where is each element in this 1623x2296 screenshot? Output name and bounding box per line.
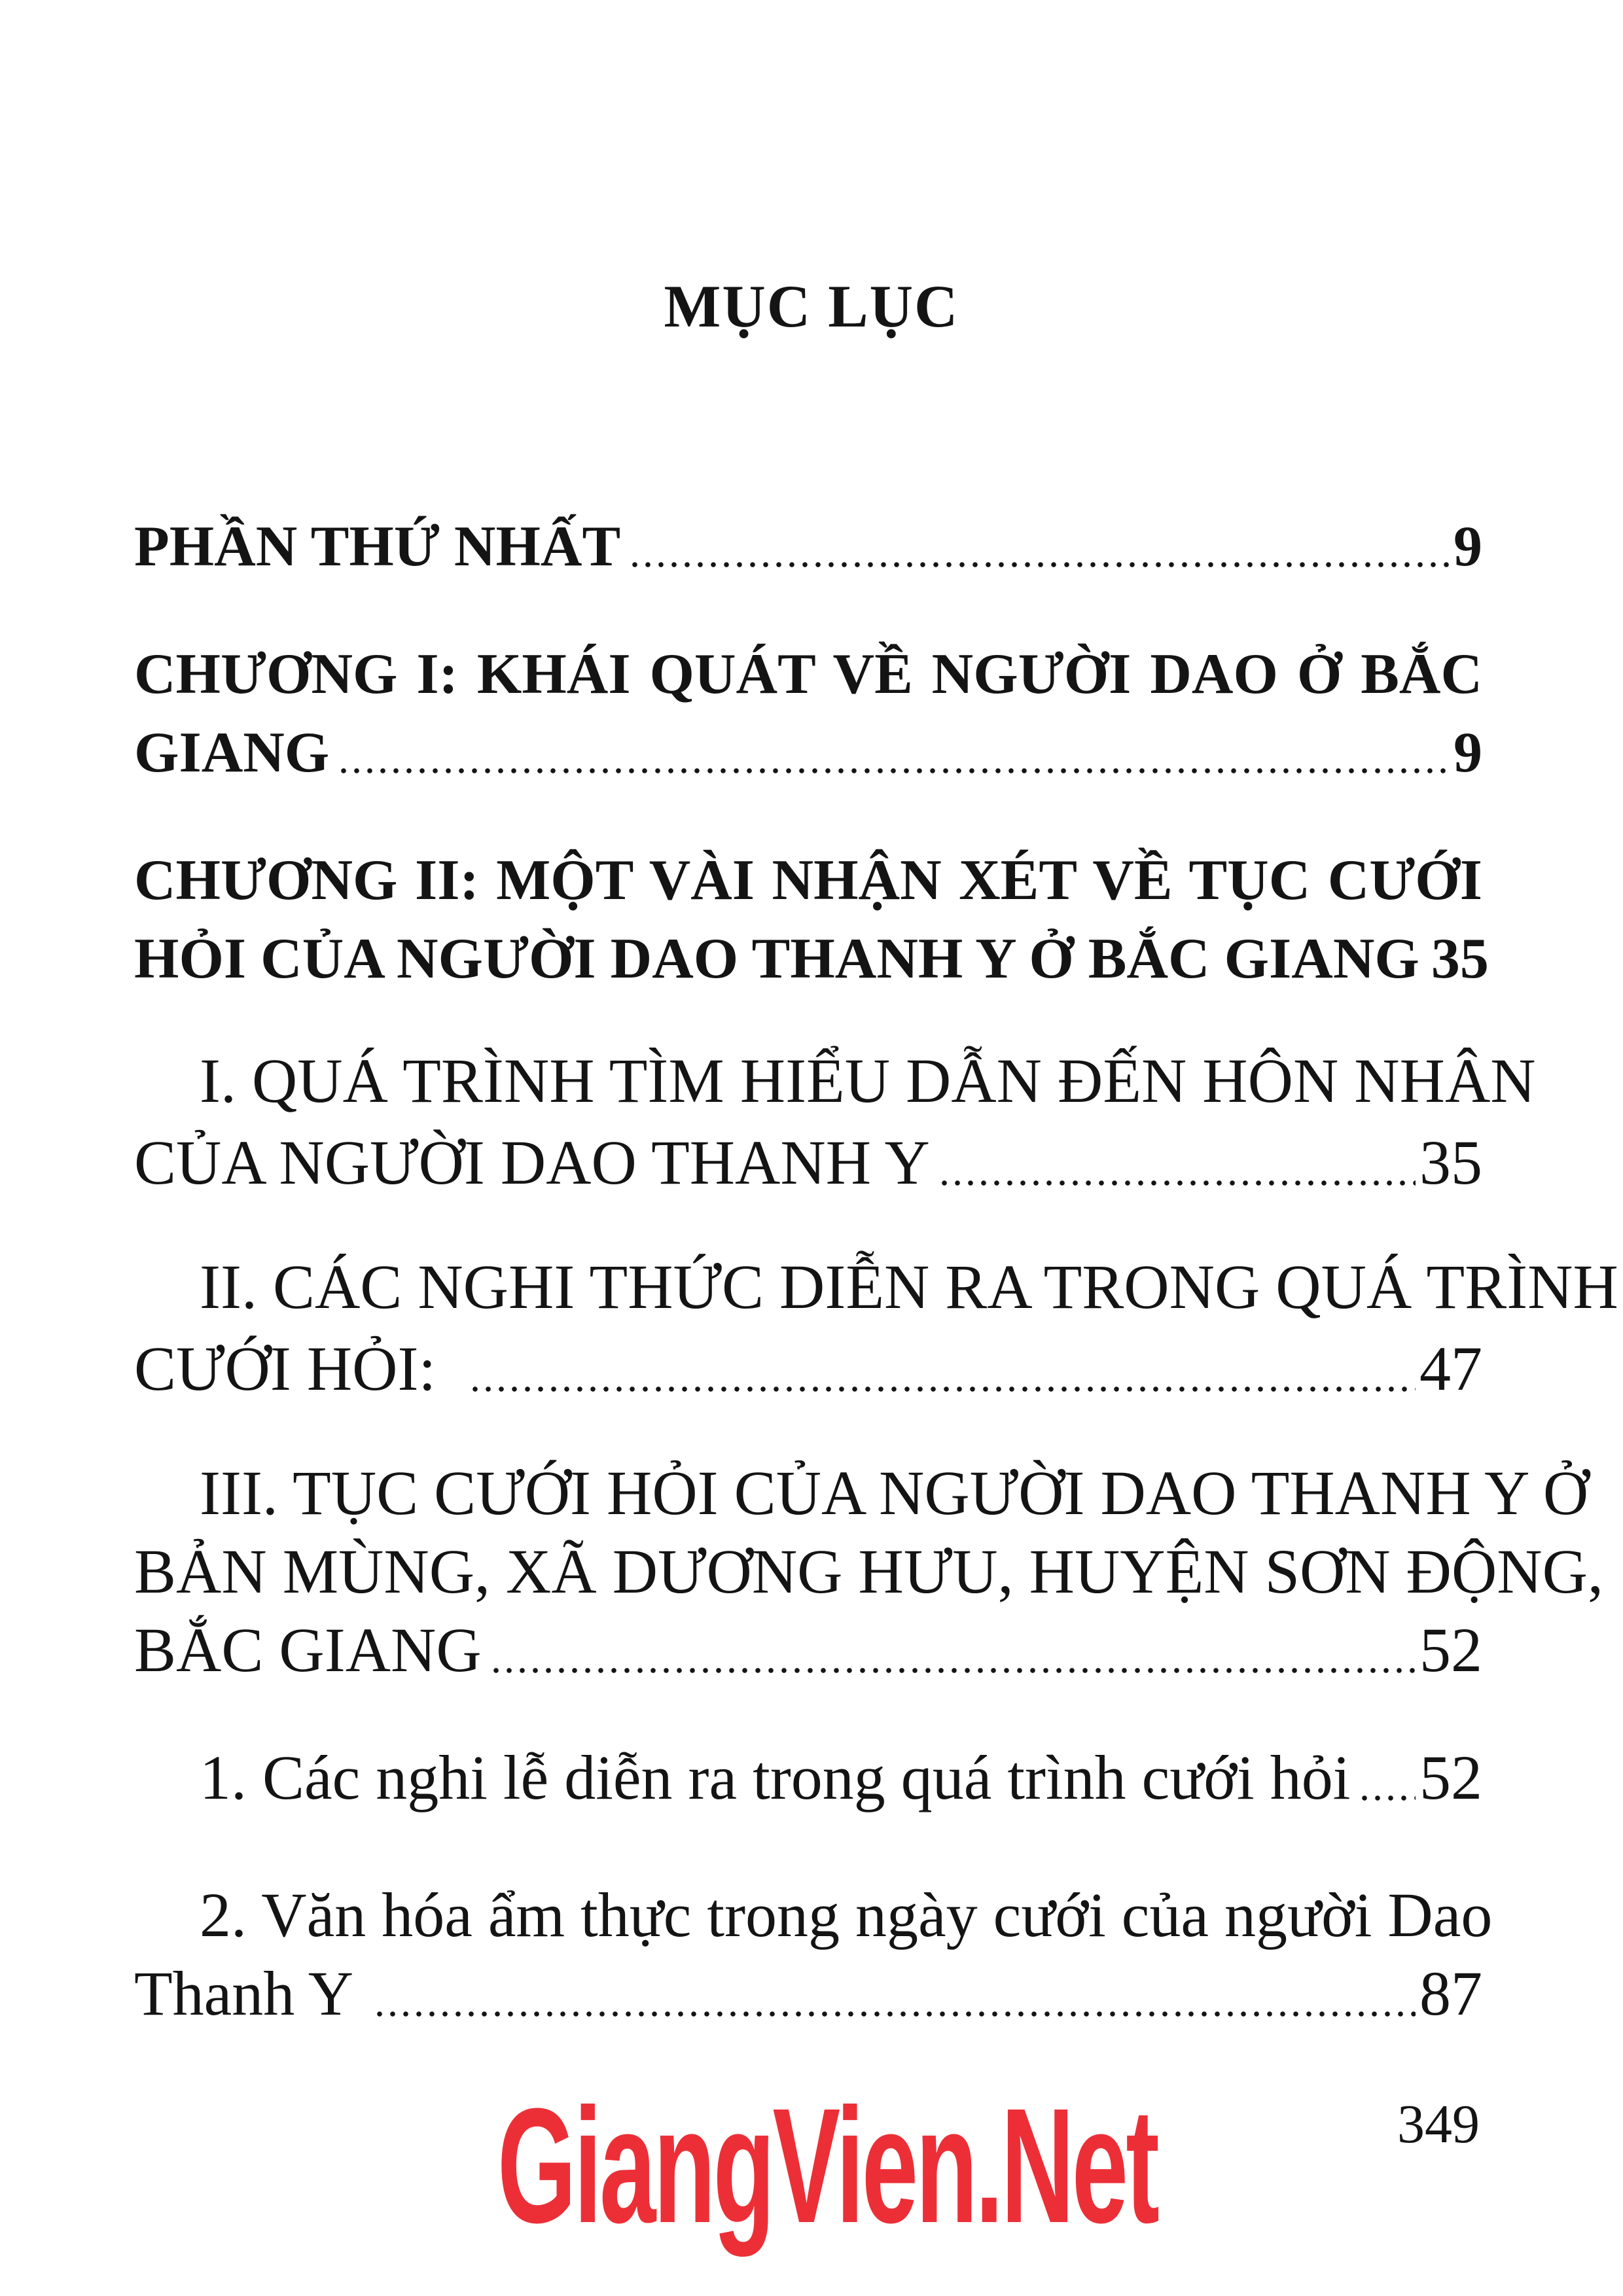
toc-entry-title-cont: Thanh Y [134,1958,354,2028]
toc-line [134,1947,1482,2028]
toc-line [134,625,1482,706]
toc-page-number: 52 [1419,1615,1482,1685]
dot-leader [628,560,1450,569]
dot-leader [938,1178,1416,1188]
toc-entry-title: 1. Các nghi lễ diễn ra trong quá trình cưới hỏi [200,1742,1351,1812]
toc-line [134,1116,1482,1197]
toc-line [134,1731,1482,1812]
toc-entry-title: III. TỤC CƯỚI HỎI CỦA NGƯỜI DAO THANH Y Ở [200,1458,1589,1528]
toc-entry-title: CHƯƠNG I: KHÁI QUÁT VỀ NGƯỜI DAO Ở BẮC [134,643,1482,706]
toc-line [134,910,1489,991]
toc-line [134,1525,1603,1606]
toc-entry-title-cont: HỎI CỦA NGƯỜI DAO THANH Y Ở BẮC GIANG [134,927,1419,991]
toc-entry-title: CHƯƠNG II: MỘT VÀI NHẬN XÉT VỀ TỤC CƯỚI [134,849,1482,912]
toc-page-number: 35 [1419,1127,1482,1197]
toc-entry-title-cont: BẮC GIANG [134,1615,482,1685]
toc-line [134,1034,1536,1116]
toc-line [134,1322,1482,1404]
toc-line [134,1240,1618,1322]
toc-entry-title: 2. Văn hóa ẩm thực trong ngày cưới của người Dao [200,1880,1493,1950]
page-number: 349 [1397,2094,1480,2155]
toc-page-number: 35 [1431,927,1489,991]
toc-entry-title: I. QUÁ TRÌNH TÌM HIỂU DẪN ĐẾN HÔN NHÂN [200,1046,1536,1116]
toc-entry-title-cont: GIANG [134,721,330,785]
toc-line [134,497,1482,576]
toc-page-number: 9 [1454,515,1482,578]
dot-leader [1358,1793,1416,1803]
toc-page-number: 87 [1419,1958,1482,2028]
toc-page-number: 47 [1419,1333,1482,1404]
toc-line [134,1603,1482,1685]
toc-page-number: 9 [1454,721,1482,785]
toc-entry-title: II. CÁC NGHI THỨC DIỄN RA TRONG QUÁ TRÌNH [200,1252,1618,1322]
dot-leader [337,766,1450,775]
toc-entry-title: PHẦN THỨ NHẤT [134,515,621,578]
toc-line [134,831,1482,910]
toc-line [134,1446,1589,1528]
toc-entry-title-cont: CƯỚI HỎI: [134,1333,437,1404]
toc-entry-title-cont: BẢN MÙNG, XÃ DƯƠNG HƯU, HUYỆN SƠN ĐỘNG, [134,1536,1603,1606]
dot-leader [490,1666,1416,1675]
toc-line [134,1868,1493,1950]
dot-leader [469,1385,1416,1394]
toc-line [134,703,1482,785]
watermark-logo: GiangVien.Net [497,2074,1158,2257]
toc-entry-title-cont: CỦA NGƯỜI DAO THANH Y [134,1127,930,1197]
page-title: MỤC LỤC [664,273,959,340]
dot-leader [373,2009,1416,2019]
toc-page-number: 52 [1419,1742,1482,1812]
